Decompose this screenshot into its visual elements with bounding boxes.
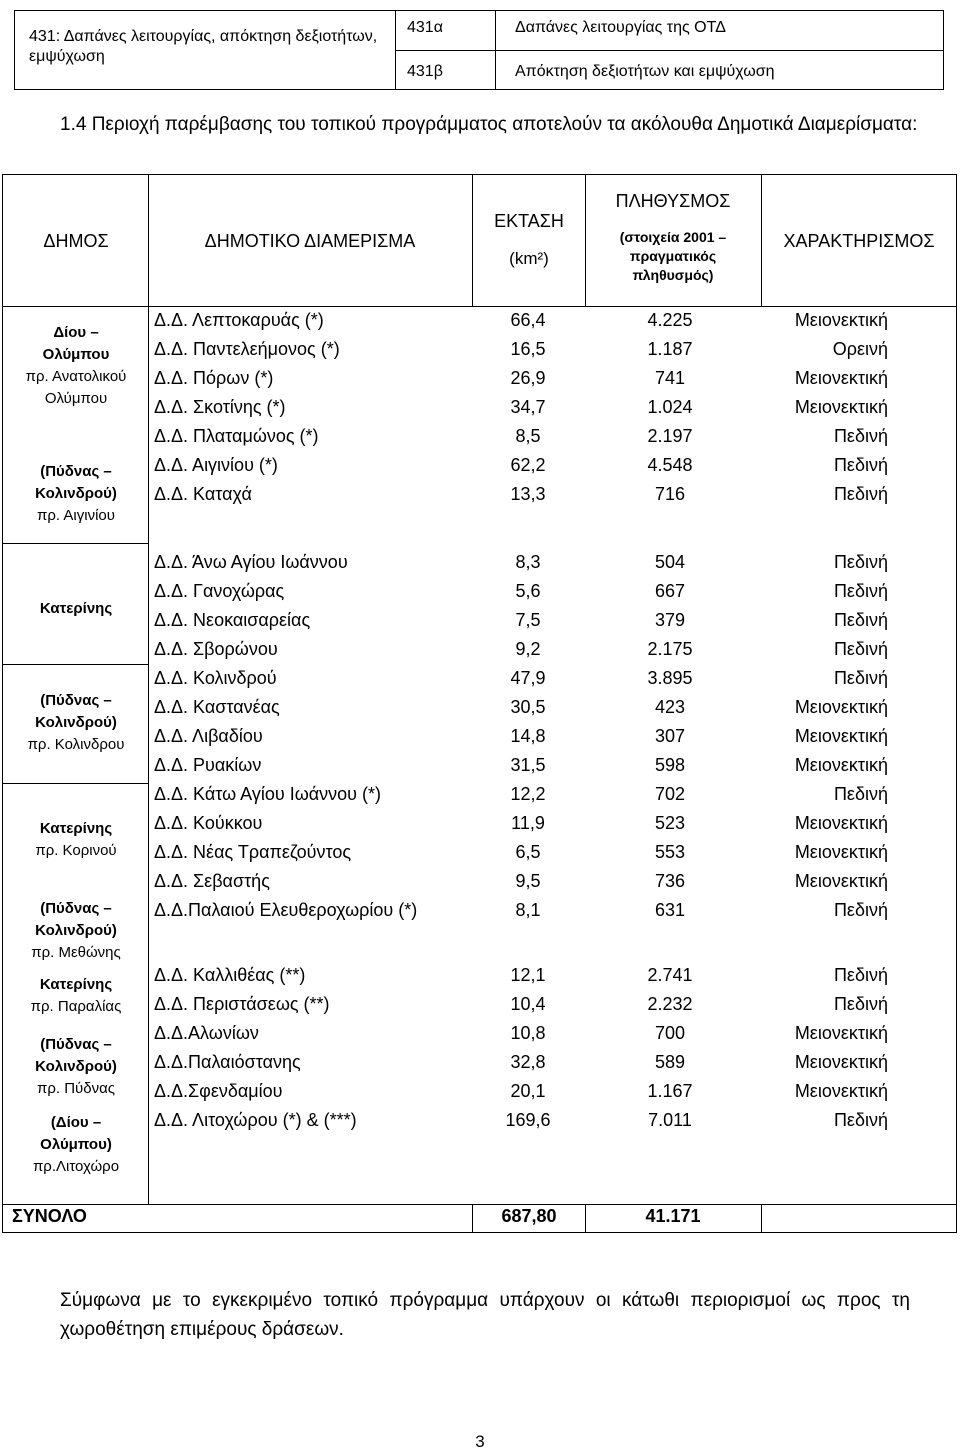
- population-value: 1.024: [647, 397, 693, 417]
- population-value: 716: [654, 484, 686, 504]
- dimos-area: πρ. Κολινδρου: [27, 736, 125, 753]
- diamerisma-name: Δ.Δ. Κολινδρού: [154, 668, 277, 688]
- population-value: 4.225: [647, 310, 693, 330]
- characterization-value: Μειονεκτική: [794, 697, 888, 717]
- characterization-value: Πεδινή: [833, 639, 888, 659]
- table-row: [150, 581, 940, 609]
- area-value: 13,3: [510, 484, 546, 504]
- header-plithysmos-note: (στοιχεία 2001 – πραγματικός πληθυσμός): [619, 229, 727, 283]
- table-border: [2, 783, 148, 784]
- dimos-area: Ολύμπου: [44, 390, 108, 407]
- area-value: 32,8: [510, 1052, 546, 1072]
- diamerisma-name: Δ.Δ. Νέας Τραπεζούντος: [154, 842, 352, 862]
- population-value: 504: [654, 552, 686, 572]
- characterization-value: Μειονεκτική: [794, 755, 888, 775]
- diamerisma-name: Δ.Δ. Παντελεήμονος (*): [154, 339, 340, 359]
- diamerisma-name: Δ.Δ. Καλλιθέας (**): [154, 965, 306, 985]
- dimos-name: (Πύδνας –: [40, 900, 112, 917]
- characterization-value: Μειονεκτική: [794, 842, 888, 862]
- dimos-name: Κολινδρού): [35, 485, 117, 502]
- diamerisma-name: Δ.Δ. Γανοχώρας: [154, 581, 285, 601]
- population-value: 4.548: [647, 455, 693, 475]
- footer-paragraph: Σύμφωνα με το εγκεκριμένο τοπικό πρόγραμμα υπάρχουν οι κάτωθι περιορισμοί ως προς τη χωροθέτηση επιμέρους δράσεων.: [60, 1290, 910, 1340]
- table-row: [150, 610, 940, 638]
- dimos-name: (Πύδνας –: [40, 463, 112, 480]
- table-border: [2, 1232, 957, 1233]
- population-value: 741: [654, 368, 686, 388]
- population-value: 3.895: [647, 668, 693, 688]
- dimos-cell: [12, 974, 140, 1018]
- dimos-name: (Δίου –: [50, 1114, 102, 1131]
- header-ektasi: ΕΚΤΑΣΗ: [494, 211, 564, 231]
- table-row: [150, 426, 940, 454]
- dimos-area: πρ.Λιτοχώρο: [32, 1158, 120, 1175]
- population-value: 736: [654, 871, 686, 891]
- dimos-area: πρ. Αιγινίου: [37, 507, 115, 524]
- population-value: 7.011: [648, 1110, 692, 1130]
- area-value: 12,2: [510, 784, 546, 804]
- population-value: 553: [654, 842, 686, 862]
- characterization-value: Μειονεκτική: [794, 397, 888, 417]
- area-value: 31,5: [510, 755, 546, 775]
- total-area: 687,80: [501, 1206, 557, 1226]
- area-value: 169,6: [505, 1110, 551, 1130]
- table-border: [472, 1204, 473, 1232]
- table-border: [956, 174, 957, 1233]
- characterization-value: Πεδινή: [833, 426, 888, 446]
- dimos-cell: [12, 322, 140, 410]
- diamerisma-name: Δ.Δ.Σφενδαμίου: [154, 1081, 283, 1101]
- top-table: [14, 10, 944, 90]
- diamerisma-name: Δ.Δ. Λιβαδίου: [154, 726, 263, 746]
- top-table-code: 431α: [407, 19, 443, 36]
- diamerisma-name: Δ.Δ. Νεοκαισαρείας: [154, 610, 311, 630]
- diamerisma-name: Δ.Δ. Πλαταμώνος (*): [154, 426, 319, 446]
- population-value: 589: [654, 1052, 686, 1072]
- header-xaraktirismos: ΧΑΡΑΚΤΗΡΙΣΜΟΣ: [783, 231, 935, 251]
- area-value: 10,4: [510, 994, 546, 1014]
- area-value: 9,5: [515, 871, 541, 891]
- table-border: [2, 174, 3, 1233]
- table-border: [2, 543, 148, 544]
- characterization-value: Πεδινή: [833, 581, 888, 601]
- population-value: 598: [654, 755, 686, 775]
- population-value: 307: [654, 726, 686, 746]
- characterization-value: Μειονεκτική: [794, 726, 888, 746]
- dimos-area: πρ. Πύδνας: [36, 1080, 115, 1097]
- top-table-label: Απόκτηση δεξιοτήτων και εμψύχωση: [515, 63, 775, 80]
- characterization-value: Πεδινή: [833, 610, 888, 630]
- table-border: [2, 664, 148, 665]
- area-value: 6,5: [515, 842, 541, 862]
- table-row: [150, 1081, 940, 1109]
- population-value: 523: [654, 813, 686, 833]
- dimos-cell: [12, 598, 140, 620]
- dimos-cell: [12, 818, 140, 862]
- population-value: 2.175: [647, 639, 693, 659]
- characterization-value: Μειονεκτική: [794, 1081, 888, 1101]
- table-border: [148, 174, 149, 1204]
- table-row: [150, 871, 940, 899]
- table-border: [585, 174, 586, 306]
- diamerisma-name: Δ.Δ. Περιστάσεως (**): [154, 994, 330, 1014]
- top-table-label: Δαπάνες λειτουργίας της ΟΤΔ: [515, 19, 726, 36]
- diamerisma-name: Δ.Δ. Ρυακίων: [154, 755, 262, 775]
- divider: [395, 50, 943, 51]
- dimos-name: Κολινδρού): [35, 714, 117, 731]
- table-border: [2, 174, 957, 175]
- characterization-value: Πεδινή: [833, 965, 888, 985]
- table-row: [150, 310, 940, 338]
- dimos-name: Δίου –: [53, 324, 99, 341]
- table-row: [150, 484, 940, 512]
- table-row: [150, 900, 940, 928]
- table-row: [150, 1023, 940, 1051]
- table-row: [150, 639, 940, 667]
- population-value: 700: [654, 1023, 686, 1043]
- area-value: 26,9: [510, 368, 546, 388]
- section-heading: 1.4 Περιοχή παρέμβασης του τοπικού προγράμματος αποτελούν τα ακόλουθα Δημοτικά Διαμερίσματα:: [60, 114, 918, 135]
- table-border: [585, 1204, 586, 1232]
- characterization-value: Πεδινή: [833, 784, 888, 804]
- population-value: 667: [654, 581, 686, 601]
- diamerisma-name: Δ.Δ. Σεβαστής: [154, 871, 270, 891]
- table-row: [150, 813, 940, 841]
- diamerisma-name: Δ.Δ. Λιτοχώρου (*) & (***): [154, 1110, 357, 1130]
- area-value: 5,6: [515, 581, 541, 601]
- dimos-cell: [12, 1034, 140, 1100]
- dimos-name: Κολινδρού): [35, 1058, 117, 1075]
- population-value: 2.741: [647, 965, 693, 985]
- diamerisma-name: Δ.Δ. Κάτω Αγίου Ιωάννου (*): [154, 784, 382, 804]
- dimos-cell: [12, 1112, 140, 1178]
- table-row: [150, 397, 940, 425]
- area-value: 7,5: [515, 610, 541, 630]
- characterization-value: Πεδινή: [833, 484, 888, 504]
- area-value: 20,1: [510, 1081, 546, 1101]
- area-value: 8,3: [515, 552, 541, 572]
- table-row: [150, 697, 940, 725]
- dimos-name: Ολύμπου: [42, 346, 110, 363]
- characterization-value: Πεδινή: [833, 455, 888, 475]
- population-value: 1.167: [647, 1081, 693, 1101]
- characterization-value: Μειονεκτική: [794, 1023, 888, 1043]
- dimos-name: Κολινδρού): [35, 922, 117, 939]
- table-row: [150, 339, 940, 367]
- characterization-value: Μειονεκτική: [794, 310, 888, 330]
- dimos-name: (Πύδνας –: [40, 692, 112, 709]
- table-row: [150, 842, 940, 870]
- table-row: [150, 726, 940, 754]
- characterization-value: Πεδινή: [833, 1110, 888, 1130]
- diamerisma-name: Δ.Δ.Παλαιού Ελευθεροχωρίου (*): [154, 900, 418, 920]
- diamerisma-name: Δ.Δ. Άνω Αγίου Ιωάννου: [154, 552, 348, 572]
- table-row: [150, 455, 940, 483]
- population-value: 1.187: [647, 339, 693, 359]
- table-row: [150, 1052, 940, 1080]
- area-value: 30,5: [510, 697, 546, 717]
- table-row: [150, 1110, 940, 1138]
- dimos-name: Κατερίνης: [39, 600, 113, 617]
- population-value: 631: [654, 900, 686, 920]
- header-dimos: ΔΗΜΟΣ: [43, 231, 109, 251]
- population-value: 2.232: [647, 994, 693, 1014]
- dimos-area: πρ. Κορινού: [35, 842, 117, 859]
- characterization-value: Πεδινή: [833, 994, 888, 1014]
- top-table-title: 431: Δαπάνες λειτουργίας, απόκτηση δεξιοτήτων, εμψύχωση: [29, 28, 378, 65]
- diamerisma-name: Δ.Δ.Παλαιόστανης: [154, 1052, 301, 1072]
- population-value: 702: [654, 784, 686, 804]
- characterization-value: Μειονεκτική: [794, 813, 888, 833]
- area-value: 10,8: [510, 1023, 546, 1043]
- area-value: 62,2: [510, 455, 546, 475]
- header-plithysmos: ΠΛΗΘΥΣΜΟΣ: [615, 191, 731, 211]
- page-number: 3: [475, 1432, 485, 1451]
- top-table-code: 431β: [407, 63, 443, 80]
- characterization-value: Ορεινή: [832, 339, 888, 359]
- area-value: 14,8: [510, 726, 546, 746]
- dimos-cell: [12, 898, 140, 964]
- population-value: 379: [654, 610, 686, 630]
- area-value: 8,5: [515, 426, 541, 446]
- characterization-value: Μειονεκτική: [794, 1052, 888, 1072]
- population-value: 423: [654, 697, 686, 717]
- diamerisma-name: Δ.Δ. Καστανέας: [154, 697, 280, 717]
- characterization-value: Πεδινή: [833, 552, 888, 572]
- diamerisma-name: Δ.Δ. Αιγινίου (*): [154, 455, 278, 475]
- characterization-value: Μειονεκτική: [794, 368, 888, 388]
- characterization-value: Μειονεκτική: [794, 871, 888, 891]
- population-value: 2.197: [647, 426, 693, 446]
- dimos-name: (Πύδνας –: [40, 1036, 112, 1053]
- area-value: 11,9: [511, 813, 545, 833]
- diamerisma-name: Δ.Δ. Κούκκου: [154, 813, 263, 833]
- area-value: 47,9: [510, 668, 546, 688]
- table-border: [2, 1204, 957, 1205]
- area-value: 8,1: [515, 900, 541, 920]
- table-row: [150, 994, 940, 1022]
- total-population: 41.171: [645, 1206, 701, 1226]
- area-value: 66,4: [510, 310, 546, 330]
- table-row: [150, 668, 940, 696]
- dimos-area: πρ. Παραλίας: [30, 998, 122, 1015]
- dimos-cell: [12, 690, 140, 756]
- dimos-name: Ολύμπου): [40, 1136, 112, 1153]
- table-border: [761, 1204, 762, 1232]
- diamerisma-name: Δ.Δ.Αλωνίων: [154, 1023, 259, 1043]
- diamerisma-name: Δ.Δ. Καταχά: [154, 484, 252, 504]
- total-label: ΣΥΝΟΛΟ: [12, 1206, 87, 1226]
- header-diamerisma: ΔΗΜΟΤΙΚΟ ΔΙΑΜΕΡΙΣΜΑ: [204, 231, 416, 251]
- diamerisma-name: Δ.Δ. Σκοτίνης (*): [154, 397, 286, 417]
- area-value: 34,7: [510, 397, 546, 417]
- table-row: [150, 552, 940, 580]
- dimos-name: Κατερίνης: [39, 820, 113, 837]
- table-border: [472, 174, 473, 306]
- header-ektasi-unit: (km²): [509, 249, 549, 268]
- diamerisma-name: Δ.Δ. Πόρων (*): [154, 368, 274, 388]
- area-value: 9,2: [515, 639, 541, 659]
- table-row: [150, 368, 940, 396]
- diamerisma-name: Δ.Δ. Λεπτοκαρυάς (*): [154, 310, 324, 330]
- dimos-area: πρ. Μεθώνης: [31, 944, 121, 961]
- table-border: [2, 306, 957, 307]
- table-row: [150, 784, 940, 812]
- area-value: 12,1: [510, 965, 546, 985]
- dimos-area: πρ. Ανατολικού: [25, 368, 127, 385]
- dimos-name: Κατερίνης: [39, 976, 113, 993]
- characterization-value: Πεδινή: [833, 668, 888, 688]
- characterization-value: Πεδινή: [833, 900, 888, 920]
- table-row: [150, 965, 940, 993]
- table-row: [150, 755, 940, 783]
- dimos-cell: [12, 461, 140, 527]
- diamerisma-name: Δ.Δ. Σβορώνου: [154, 639, 278, 659]
- area-value: 16,5: [510, 339, 546, 359]
- table-border: [761, 174, 762, 306]
